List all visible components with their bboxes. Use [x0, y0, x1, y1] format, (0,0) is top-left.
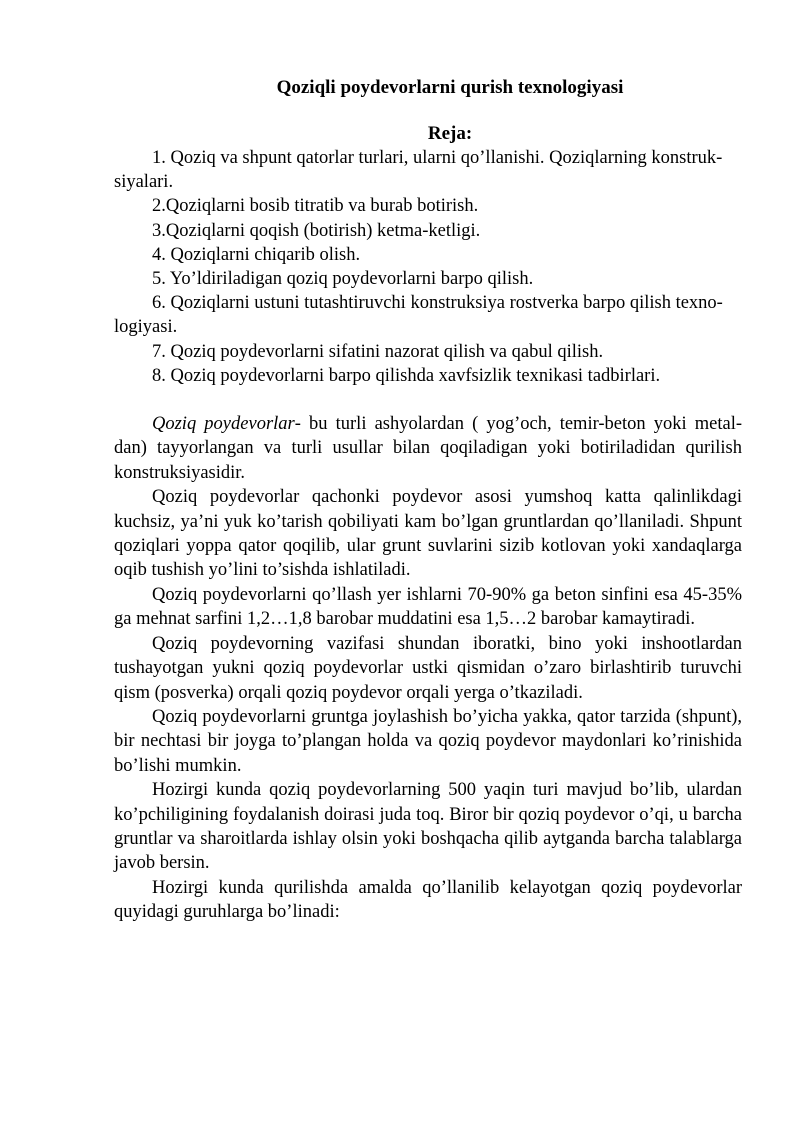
- plan-item: 2.Qoziqlarni bosib titratib va burab botirish.: [152, 196, 479, 217]
- document-page: [114, 76, 742, 925]
- plan-item: 6. Qoziqlarni ustuni tutashtiruvchi konstruksiya rostverka barpo qilish texno-logiyasi.: [114, 293, 723, 338]
- intro-term: Qoziq poydevorlar: [152, 414, 295, 435]
- plan-item: 5. Yo’ldiriladigan qoziq poydevorlarni barpo qilish.: [152, 269, 534, 290]
- plan-item: 3.Qoziqlarni qoqish (botirish) ketma-ketligi.: [152, 220, 481, 241]
- intro-paragraph: [114, 412, 742, 485]
- plan-item: 7. Qoziq poydevorlarni sifatini nazorat qilish va qabul qilish.: [152, 341, 604, 362]
- body-paragraph: Hozirgi kunda qurilishda amalda qo’llanilib kelayotgan qoziq poydevorlar quyidagi guruhlarga bo’linadi:: [114, 877, 742, 923]
- intro-text: - bu turli ashyolardan ( yog’och, temir-beton yoki metal-dan) tayyorlangan va turli usullar bilan qoqiladigan yoki botiriladidan qurilish konstruksiyasidir.: [114, 414, 743, 483]
- plan-list: [114, 146, 742, 388]
- body-paragraph: Qoziq poydevorlar qachonki poydevor asosi yumshoq katta qalinlikdagi kuchsiz, ya’ni yuk ko’tarish qobiliyati kam bo’lgan gruntlardan qo’llaniladi. Shpunt qoziqlari yoppa qator qoqilib, ular grunt suvlarini sizib kotlovan yoki xandaqlarga oqib tushish yo’lini to’sishda ishlatiladi.: [114, 487, 742, 581]
- section-gap: [114, 388, 742, 412]
- body-paragraph: Qoziq poydevorlarni qo’llash yer ishlarni 70-90% ga beton sinfini esa 45-35% ga mehnat sarfini 1,2…1,8 barobar muddatini esa 1,5…2 barobar kamaytiradi.: [114, 584, 742, 630]
- plan-item: 4. Qoziqlarni chiqarib olish.: [152, 244, 361, 265]
- document-title: Qoziqli poydevorlarni qurish texnologiyasi: [276, 77, 624, 98]
- body-paragraph: Qoziq poydevorlarni gruntga joylashish bo’yicha yakka, qator tarzida (shpunt), bir nechtasi bir joyga to’plangan holda va qoziq poydevor maydonlari ko’rinishida bo’lishi mumkin.: [114, 706, 742, 776]
- body-paragraph: Qoziq poydevorning vazifasi shundan iboratki, bino yoki inshootlardan tushayotgan yukni qoziq poydevorlar ustki qismidan o’zaro birlashtirib turuvchi qism (posverka) orqali qoziq poydevor orqali yerga o’tkaziladi.: [114, 633, 742, 703]
- plan-item: 8. Qoziq poydevorlarni barpo qilishda xavfsizlik texnikasi tadbirlari.: [152, 365, 661, 386]
- body-paragraph: Hozirgi kunda qoziq poydevorlarning 500 yaqin turi mavjud bo’lib, ulardan ko’pchiligining foydalanish doirasi juda toq. Biror bir qoziq poydevor o’qi, u barcha gruntlar va sharoitlarda ishlay olsin yoki boshqacha qilib aytganda barcha talablarga javob bersin.: [114, 780, 742, 874]
- plan-item: 1. Qoziq va shpunt qatorlar turlari, ularni qo’llanishi. Qoziqlarning konstruk-siyalari.: [114, 148, 723, 193]
- plan-heading: Reja:: [427, 123, 473, 144]
